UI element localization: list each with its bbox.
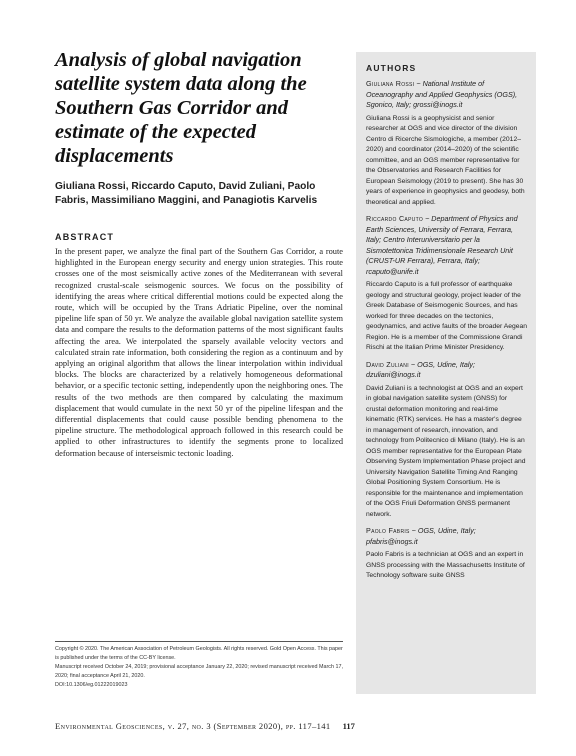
copyright-notice: Copyright © 2020. The American Association of Petroleum Geologists. All rights reserved. Gold Open Access. This paper is published under the terms of the CC-BY license. <box>55 646 343 661</box>
footnote-divider <box>55 641 343 642</box>
page-footer <box>55 721 355 731</box>
author-name: Paolo Fabris <box>366 526 410 535</box>
author-bio <box>366 360 528 521</box>
author-bio <box>366 214 528 354</box>
article-title: Analysis of global navigation satellite system data along the Southern Gas Corridor and estimate of the expected displacements <box>55 49 307 167</box>
sidebar-heading: AUTHORS <box>366 63 417 73</box>
author-bio-text: Giuliana Rossi is a geophysicist and senior researcher at OGS and vice director of the division Centro di Ricerche Sismologiche, a member (2012–2020) and coordinator (2014–2020) of the scientific committee, and an OGS member representative for the Observatories and Research Facilities for European Seismology (2019 to present). She has 30 years of experience in geophysics and geodesy, both theoretical and applied. <box>366 114 525 206</box>
author-affiliation: Riccardo Caputo ~ Department of Physics and Earth Sciences, University of Ferrara, Ferrara, Italy; Centro Interuniversitario per la Sismotettonica Tridimensionale Research Unit (CRUST-UR Ferrara), Ferrara, Italy; rcaputo@unife.it <box>366 214 518 276</box>
manuscript-dates: Manuscript received October 24, 2019; provisional acceptance January 22, 2020; revised manuscript received March 17, 2020; final acceptance April 21, 2020. <box>55 664 343 679</box>
author-name: Giuliana Rossi <box>366 79 415 88</box>
author-affiliation: Paolo Fabris ~ OGS, Udine, Italy; pfabris@inogs.it <box>366 526 476 546</box>
journal-citation: Environmental Geosciences, v. 27, no. 3 (September 2020), pp. 117–141 <box>55 721 331 731</box>
author-bio-text: David Zuliani is a technologist at OGS and an expert in global navigation satellite system (GNSS) for crustal deformation monitoring and real-time kinematic (RTK) services. He has a master's degree in management of research, innovation, and technology from Politecnico di Milano (Italy). He is an OGS member representative for the European Plate Observing System Implementation Phase project and University Navigation Satellite Timing And Ranging Global Positioning System Consortium. He is responsible for the maintenance and implementation of the OGS Friuli Deformation GNSS permanent network. <box>366 384 526 518</box>
abstract-heading: ABSTRACT <box>55 232 115 242</box>
footnote <box>55 645 343 691</box>
author-list: Giuliana Rossi, Riccardo Caputo, David Zuliani, Paolo Fabris, Massimiliano Maggini, and Panagiotis Karvelis <box>55 181 318 206</box>
author-affiliation: David Zuliani ~ OGS, Udine, Italy; dzuliani@inogs.it <box>366 359 476 379</box>
author-bio <box>366 526 528 582</box>
author-name: David Zuliani <box>366 359 409 369</box>
author-bio <box>366 79 528 208</box>
main-column <box>55 48 343 459</box>
abstract-text: In the present paper, we analyze the final part of the Southern Gas Corridor, a route highlighted in the European energy security and energy union strategies. This route crosses one of the most seismically active zones of the Mediterranean with several recognized crustal-scale seismogenic sources. We focus on the possibility of identifying the areas where critical differential motions could be expected along the route, which will be occupied by the Trans Adriatic Pipeline, over the nominal pipeline life span of 50 yr. We analyze the available global navigation satellite system data and compare the results to the deformation patterns of the most significant faults affecting the area. We interpolated the sparsely available velocity vectors and calculated strain rate information, both considering the region as a continuum and by applying an original algorithm that allows the linear interpolation within individual blocks. The blocks are characterized by a relatively homogeneous deformational behavior, or a specific tectonic setting, independently upon the neighboring ones. The results of the two methods are then compared by calculating the maximum displacement that would cumulate in the next 50 yr of the pipeline lifespan and the differential displacements that could cause possible bending phenomena to the pipeline structure. The methodological approach followed in this research could be applied to other infrastructures to identify the segments prone to localized deformation because of interseismic tectonic loading. <box>55 247 343 458</box>
author-affiliation: Giuliana Rossi ~ National Institute of Oceanography and Applied Geophysics (OGS), Sgonico, Italy; grossi@inogs.it <box>366 79 518 109</box>
doi: DOI:10.1306/eg.01222019023 <box>55 682 128 689</box>
page-number: 117 <box>342 721 355 731</box>
author-name: Riccardo Caputo <box>366 214 424 223</box>
author-bio-text: Paolo Fabris is a technician at OGS and an expert in GNSS processing with the Massachusetts Institute of Technology software suite GNSS <box>366 551 525 579</box>
authors-sidebar <box>356 52 536 694</box>
author-bio-text: Riccardo Caputo is a full professor of earthquake geology and structural geology, project leader of the Greek Database of Seismogenic Sources, and has worked for three decades on the tectonics, geodynamics, and active faults of the broader Aegean Region. He is a member of the Commissione Grandi Rischi at the Italian Prime Minister Presidency. <box>366 281 527 351</box>
